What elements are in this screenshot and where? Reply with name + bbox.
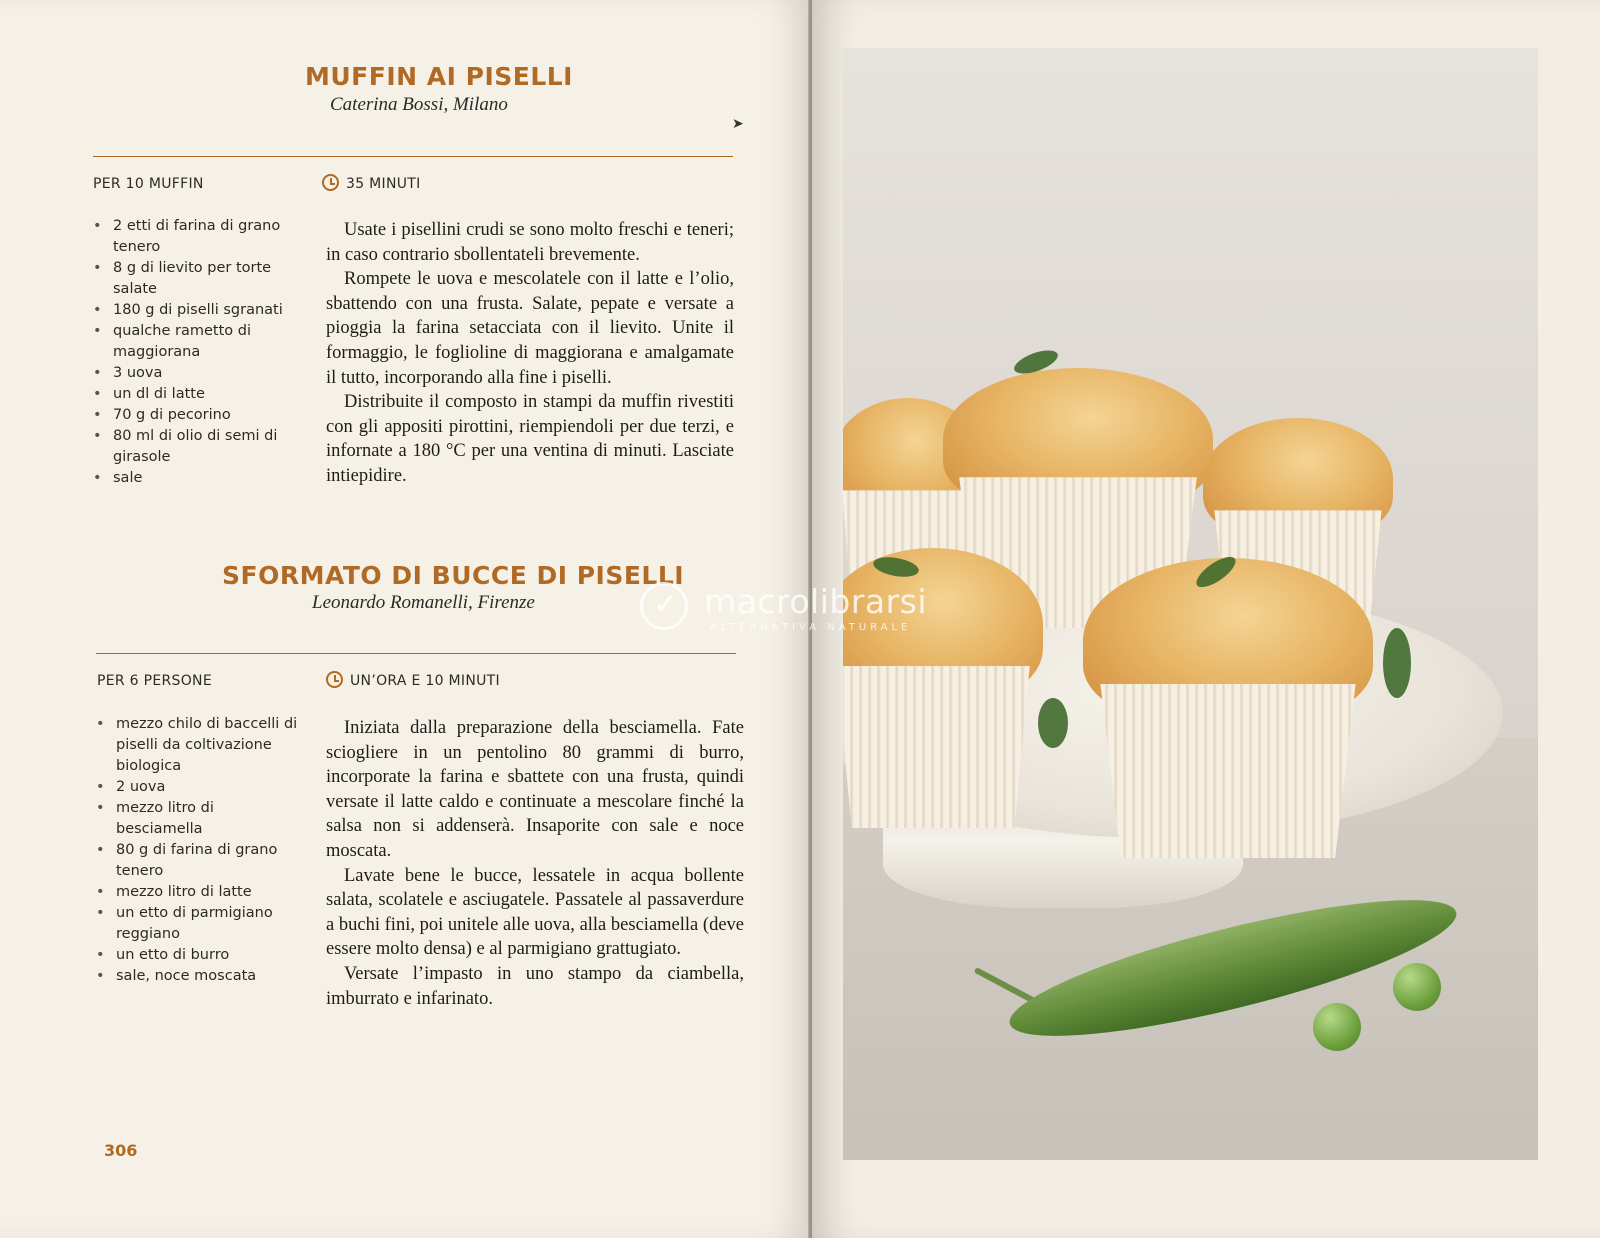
instruction-paragraph: Distribuite il composto in stampi da muffin rivestiti con gli appositi pirottini, riempiendoli per due terzi, e infornate a 180 °C per una ventina di minuti. Lasciate intiepidire. <box>326 392 734 486</box>
ingredient-item: • mezzo litro di besciamella <box>96 798 301 840</box>
recipe-author: Caterina Bossi, Milano <box>330 94 508 115</box>
ingredient-item: • 2 uova <box>96 777 301 798</box>
instruction-paragraph: Versate l’impasto in uno stampo da ciambella, imburrato e infarinato. <box>326 963 744 1009</box>
page-number: 306 <box>104 1141 138 1160</box>
watermark-tagline: ALTERNATIVA NATURALE <box>710 622 912 633</box>
servings-label: PER 10 MUFFIN <box>93 176 204 192</box>
ingredient-item: • 8 g di lievito per torte salate <box>93 258 293 300</box>
instruction-paragraph: Rompete le uova e mescolatele con il latte e l’olio, sbattendo con una frusta. Salate, pepate e versate a pioggia la farina setacciata con il lievito. Unite il formaggio, le foglioline di maggiorana e amalgamate il tutto, incorporando alla fine i piselli. <box>326 269 734 388</box>
ingredient-item: • qualche rametto di maggiorana <box>93 321 293 363</box>
clock-icon <box>326 671 343 688</box>
muffin <box>1083 558 1373 858</box>
ingredient-item: • un etto di parmigiano reggiano <box>96 903 301 945</box>
time-label: UN’ORA E 10 MINUTI <box>350 673 500 689</box>
recipe-author: Leonardo Romanelli, Firenze <box>312 592 535 613</box>
time-label: 35 MINUTI <box>346 176 421 192</box>
watermark-brand: macrolibrarsi <box>704 582 928 621</box>
ingredient-item: • 2 etti di farina di grano tenero <box>93 216 293 258</box>
instruction-paragraph: Usate i pisellini crudi se sono molto freschi e teneri; in caso contrario sbollentateli brevemente. <box>326 220 734 265</box>
ingredient-item: • 180 g di piselli sgranati <box>93 300 293 321</box>
ingredient-item: • 80 g di farina di grano tenero <box>96 840 301 882</box>
watermark <box>640 580 970 640</box>
ingredient-item: • 80 ml di olio di semi di girasole <box>93 426 293 468</box>
check-circle-icon <box>640 582 688 630</box>
ingredient-item: • mezzo litro di latte <box>96 882 301 903</box>
pea <box>1393 963 1441 1011</box>
ingredients-list <box>96 714 301 987</box>
ingredient-item: • sale, noce moscata <box>96 966 301 987</box>
ingredient-item: • 3 uova <box>93 363 293 384</box>
arrow-marker-icon: ➤ <box>732 117 744 132</box>
recipe-title: MUFFIN AI PISELLI <box>305 62 573 91</box>
ingredient-item: • sale <box>93 468 293 489</box>
clock-icon <box>322 174 339 191</box>
servings-label: PER 6 PERSONE <box>97 673 212 689</box>
instruction-paragraph: Lavate bene le bucce, lessatele in acqua bollente salata, scolatele e asciugatele. Passatele al passaverdure a buchi fini, poi unitele alle uova, alla besciamella (deve essere molto densa) e al parmigiano grattugiato. <box>326 865 744 960</box>
pea <box>1313 1003 1361 1051</box>
section-divider <box>96 653 736 654</box>
ingredient-item: • 70 g di pecorino <box>93 405 293 426</box>
section-divider <box>93 156 733 157</box>
ingredient-item: • un dl di latte <box>93 384 293 405</box>
ingredient-item: • un etto di burro <box>96 945 301 966</box>
recipe-instructions <box>326 218 734 489</box>
recipe-instructions <box>326 716 744 1011</box>
instruction-paragraph: Iniziata dalla preparazione della besciamella. Fate sciogliere in un pentolino 80 grammi di burro, incorporate la farina e sbattete con una frusta, quindi versate il latte caldo e continuate a mescolare finché la salsa non si addenserà. Insaporite con sale e noce moscata. <box>326 718 744 861</box>
thyme-sprig <box>1383 628 1411 698</box>
ingredients-list <box>93 216 293 489</box>
recipe-title: SFORMATO DI BUCCE DI PISELLI <box>222 561 685 590</box>
thyme-sprig <box>1038 698 1068 748</box>
ingredient-item: • mezzo chilo di baccelli di piselli da coltivazione biologica <box>96 714 301 777</box>
